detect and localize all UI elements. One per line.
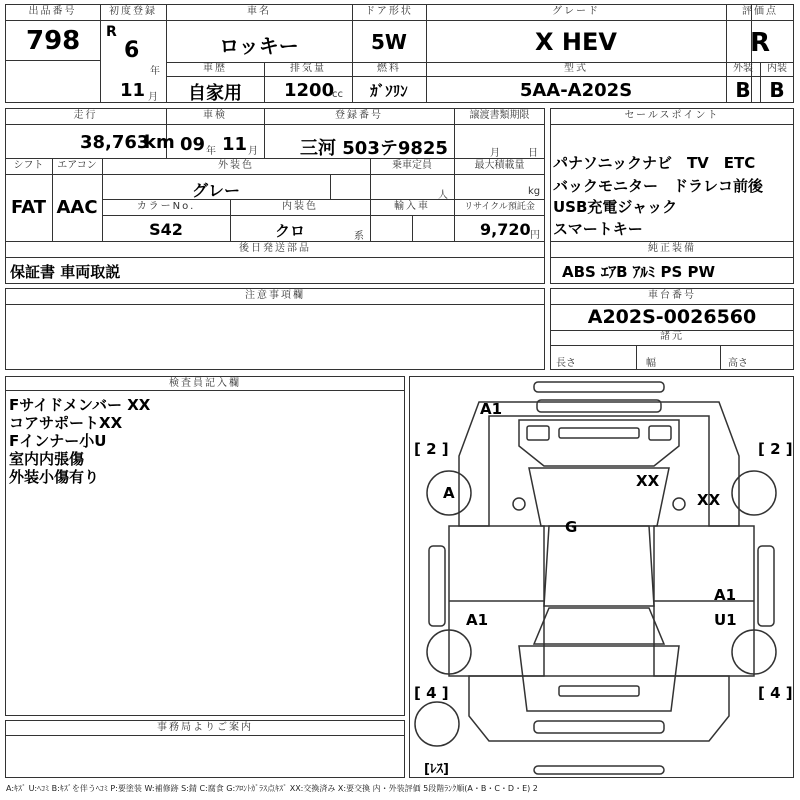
year-unit: 年 [150, 66, 160, 77]
divider [100, 4, 101, 103]
divider [550, 345, 794, 346]
mark-xx-1: XX [636, 472, 660, 490]
mileage-unit: km [144, 132, 175, 153]
mirror-left [513, 498, 525, 510]
spare-wheel [415, 702, 459, 746]
grade-label: グレード [552, 6, 600, 17]
max-load-unit: kg [528, 186, 541, 197]
mark-less: [ﾚｽ] [424, 762, 449, 777]
inspection-year-unit: 年 [206, 146, 216, 157]
hood [519, 420, 679, 466]
reg-month: 11 [120, 80, 146, 101]
ext-color: グレー [191, 181, 240, 200]
history-label: 車歴 [203, 63, 227, 74]
notes-label: 注意事項欄 [245, 290, 305, 301]
transfer-day-unit: 日 [528, 148, 538, 159]
exterior-label: 外装 [733, 63, 753, 74]
score: R [749, 28, 771, 58]
recycle-label: リサイクル預託金 [464, 202, 535, 212]
legend: A:ｷｽﾞ U:ﾍｺﾐ B:ｷｽﾞを伴うﾍｺﾐ P:要塗装 W:補修跡 S:錆 C:腐食 G:ﾌﾛﾝﾄｶﾞﾗｽ点ｷｽﾞ XX:交換済み X:要交換 内・外装評価 5段階ﾗﾝｸ順(A・B・C・D・E) 2 [6, 784, 538, 793]
divider [412, 215, 413, 241]
mark-a1-right: A1 [714, 586, 737, 604]
equip-label: 純正装備 [648, 243, 696, 254]
lot-number: 798 [26, 26, 81, 56]
rear-plate [559, 686, 639, 696]
trunk [519, 646, 679, 711]
divider [550, 257, 794, 258]
color-no: S42 [149, 220, 183, 239]
divider [100, 20, 794, 21]
fuel-label: 燃料 [377, 63, 401, 74]
car-diagram [409, 376, 794, 778]
model-label: 型式 [564, 63, 588, 74]
car-name-label: 車名 [247, 6, 271, 17]
sales-line: USB充電ジャック [553, 198, 678, 216]
import-label: 輸入車 [394, 201, 430, 212]
divider [550, 304, 794, 305]
divider [5, 60, 100, 61]
divider [550, 124, 794, 125]
displacement-unit: cc [332, 89, 343, 100]
mark-u1: U1 [714, 611, 737, 629]
reg-number-label: 登録番号 [335, 110, 383, 121]
spec-label: 諸元 [660, 331, 684, 342]
divider [5, 241, 545, 242]
front-bumper-top [534, 382, 664, 392]
office-label: 事務局よりご案内 [157, 722, 253, 733]
int-color-label: 内装色 [282, 201, 318, 212]
inspector-line: 外装小傷有り [9, 468, 100, 486]
diagram-bracket-tl: [ 2 ] [414, 440, 449, 458]
max-load-label: 最大積載量 [474, 160, 525, 171]
mark-a1-left: A1 [466, 611, 489, 629]
divider [5, 124, 545, 125]
grade: X HEV [535, 28, 617, 56]
exterior-grade: B [735, 78, 751, 102]
inspector-line: 室内内張傷 [9, 450, 85, 468]
interior-grade: B [769, 78, 785, 102]
divider [330, 174, 331, 199]
height-label: 高さ [728, 358, 748, 369]
inspector-line: Fインナー小U [9, 432, 107, 450]
diagram-bracket-br: [ 4 ] [758, 684, 793, 702]
score-label: 評価点 [742, 6, 778, 17]
left-step [429, 546, 445, 626]
era: R [106, 24, 117, 40]
divider [5, 257, 545, 258]
divider [5, 735, 405, 736]
divider [102, 215, 545, 216]
inspector-line: Fサイドメンバー XX [9, 396, 151, 414]
inspection-label: 車検 [203, 110, 227, 121]
inspector-line: コアサポートXX [9, 414, 123, 432]
inspector-label: 検査員記入欄 [169, 378, 241, 389]
sales-line: バックモニター ドラレコ前後 [553, 177, 764, 195]
transfer-month-unit: 月 [490, 148, 500, 159]
model: 5AA-A202S [519, 80, 633, 101]
chassis-label: 車台番号 [648, 290, 696, 301]
grille [559, 428, 639, 438]
mark-a: A [443, 484, 455, 502]
later-parts: 保証書 車両取説 [10, 263, 121, 281]
mark-g: G [565, 518, 578, 536]
capacity-label: 乗車定員 [392, 160, 432, 171]
diagram-bracket-bl: [ 4 ] [414, 684, 449, 702]
inspection-month: 11 [222, 134, 248, 155]
divider [5, 304, 545, 305]
mark-a1-top: A1 [480, 400, 503, 418]
divider [726, 76, 794, 77]
divider [5, 390, 405, 391]
capacity-unit: 人 [438, 190, 448, 201]
int-color: クロ [274, 222, 305, 240]
mileage: 38,763 [80, 132, 150, 153]
shift: FAT [10, 197, 47, 218]
sales-line: パナソニックナビ TV ETC [553, 154, 756, 172]
mirror-right [673, 498, 685, 510]
sales-line: スマートキー [553, 220, 643, 238]
sales-label: セールスポイント [624, 110, 720, 121]
door-label: ドア形状 [365, 6, 413, 17]
divider [166, 76, 726, 77]
divider [636, 345, 637, 370]
divider [5, 158, 545, 159]
mark-xx-2: XX [697, 491, 721, 509]
reg-number: 三河 503テ9825 [300, 138, 448, 159]
ext-color-label: 外装色 [218, 160, 254, 171]
displacement-label: 排気量 [290, 63, 326, 74]
interior-label: 内装 [767, 63, 787, 74]
chassis-number: A202S-0026560 [587, 306, 757, 328]
rear-window [534, 608, 664, 644]
rear-bumper-bottom [534, 766, 664, 774]
int-color-unit: 系 [354, 231, 364, 242]
fuel: ｶﾞｿﾘﾝ [370, 82, 408, 100]
shift-label: シフト [13, 160, 44, 171]
divider [5, 20, 100, 21]
lot-label: 出品番号 [28, 6, 77, 17]
roof [544, 526, 654, 606]
width-label: 幅 [646, 358, 656, 369]
later-parts-label: 後日発送部品 [239, 243, 311, 254]
equip: ABS ｴｱB ｱﾙﾐ PS PW [562, 263, 716, 281]
right-step [758, 546, 774, 626]
divider [550, 241, 794, 242]
month-unit: 月 [148, 92, 158, 103]
diagram-bracket-tr: [ 2 ] [758, 440, 793, 458]
mileage-label: 走行 [73, 110, 98, 121]
reg-year: 6 [124, 38, 140, 63]
transfer-label: 譲渡書類期限 [469, 110, 530, 121]
divider [720, 345, 721, 370]
ac: AAC [56, 197, 98, 218]
car-name: ロッキー [219, 34, 299, 58]
history: 自家用 [188, 83, 242, 104]
color-no-label: カラーNo. [136, 201, 196, 212]
length-label: 長さ [556, 358, 576, 369]
door-type: 5W [371, 30, 407, 54]
divider [5, 174, 545, 175]
inspection-year: 09 [180, 134, 206, 155]
displacement: 1200 [284, 80, 335, 101]
recycle-fee: 9,720 [480, 220, 531, 239]
recycle-unit: 円 [530, 230, 540, 241]
headlight-left [527, 426, 549, 440]
inspection-month-unit: 月 [248, 146, 258, 157]
ac-label: エアコン [57, 160, 97, 171]
rear-bumper [534, 721, 664, 733]
first-reg-label: 初度登録 [109, 6, 157, 17]
headlight-right [649, 426, 671, 440]
